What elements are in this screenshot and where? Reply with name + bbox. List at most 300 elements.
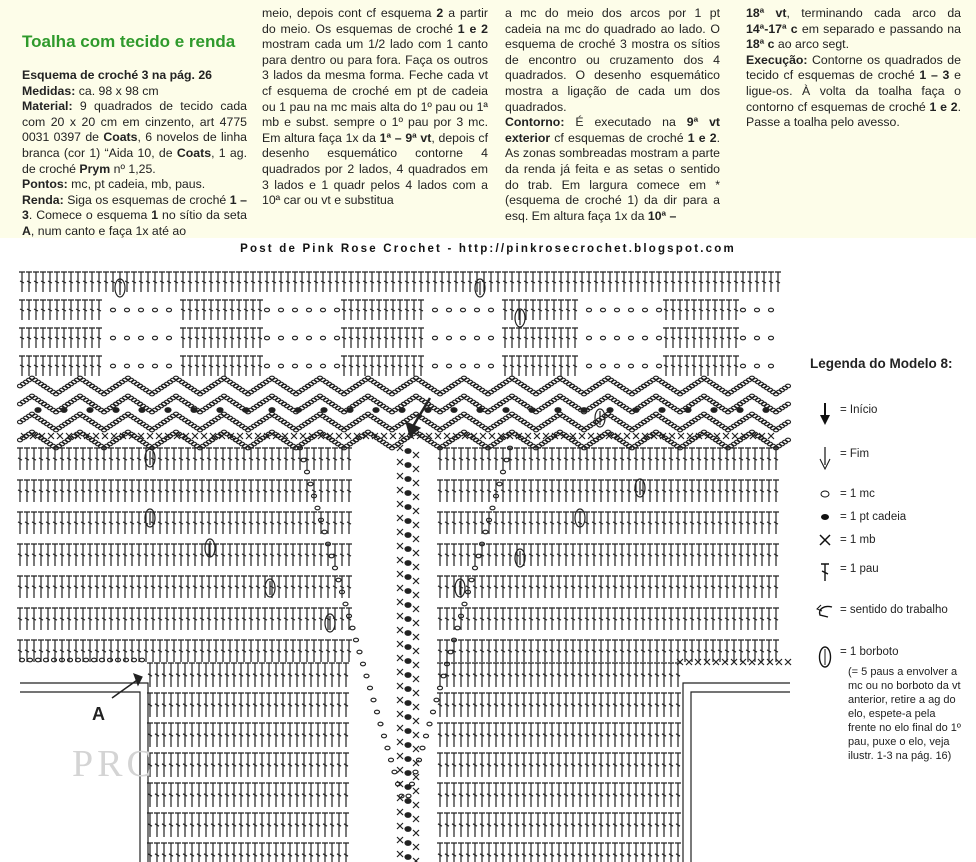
treble-stitch <box>369 300 375 320</box>
chain-stitch <box>279 336 284 340</box>
treble-stitch <box>731 448 737 470</box>
treble-stitch <box>269 640 275 662</box>
treble-stitch <box>238 663 244 687</box>
treble-stitch <box>710 512 716 534</box>
treble-stitch <box>154 843 160 862</box>
treble-stitch <box>523 328 529 348</box>
treble-stitch <box>535 544 541 566</box>
treble-stitch <box>661 576 667 598</box>
treble-stitch <box>626 753 632 777</box>
treble-stitch <box>234 576 240 598</box>
single-crochet-mark <box>397 515 403 521</box>
c4-text-5: e ligue-os. À volta da toalha faça o contorno cf esquemas de croché <box>746 68 961 114</box>
treble-stitch <box>178 640 184 662</box>
treble-stitch <box>500 843 506 862</box>
treble-stitch <box>327 272 333 292</box>
treble-stitch <box>315 693 321 717</box>
treble-stitch <box>80 576 86 598</box>
value-medidas: ca. 98 x 98 cm <box>75 83 159 98</box>
treble-stitch <box>584 480 590 502</box>
treble-stitch <box>633 753 639 777</box>
treble-stitch <box>280 663 286 687</box>
treble-stitch <box>322 813 328 837</box>
treble-stitch <box>563 663 569 687</box>
treble-stitch <box>549 544 555 566</box>
treble-stitch <box>304 576 310 598</box>
treble-stitch <box>157 640 163 662</box>
treble-stitch <box>276 480 282 502</box>
treble-stitch <box>633 693 639 717</box>
treble-stitch <box>122 480 128 502</box>
treble-stitch <box>640 640 646 662</box>
treble-stitch <box>528 843 534 862</box>
chain-dot <box>243 408 249 413</box>
treble-stitch <box>640 512 646 534</box>
chain-stitch <box>378 722 383 726</box>
chain-stitch <box>501 470 506 474</box>
treble-stitch <box>773 544 779 566</box>
treble-stitch <box>157 576 163 598</box>
treble-stitch <box>192 640 198 662</box>
treble-stitch <box>752 640 758 662</box>
treble-stitch <box>768 272 774 292</box>
treble-stitch <box>210 693 216 717</box>
chain-stitch <box>489 308 494 312</box>
treble-stitch <box>626 512 632 534</box>
treble-stitch <box>507 544 513 566</box>
treble-stitch <box>677 300 683 320</box>
treble-stitch <box>745 576 751 598</box>
treble-stitch <box>315 753 321 777</box>
treble-stitch <box>460 272 466 292</box>
treble-stitch <box>458 512 464 534</box>
treble-stitch <box>175 783 181 807</box>
treble-stitch <box>698 328 704 348</box>
treble-stitch <box>509 272 515 292</box>
treble-stitch <box>329 813 335 837</box>
treble-stitch <box>633 608 639 630</box>
treble-stitch <box>654 753 660 777</box>
treble-stitch <box>647 608 653 630</box>
treble-stitch <box>164 544 170 566</box>
treble-stitch <box>689 608 695 630</box>
treble-stitch <box>614 272 620 292</box>
treble-stitch <box>586 272 592 292</box>
treble-stitch <box>654 640 660 662</box>
treble-stitch <box>563 753 569 777</box>
treble-stitch <box>577 544 583 566</box>
single-crochet-mark <box>588 433 594 439</box>
treble-stitch <box>670 356 676 376</box>
treble-stitch <box>259 753 265 777</box>
chain-stitch <box>461 336 466 340</box>
treble-stitch <box>738 448 744 470</box>
treble-stitch <box>775 272 781 292</box>
chain-stitch <box>84 658 89 662</box>
treble-stitch <box>339 448 345 470</box>
treble-stitch <box>194 328 200 348</box>
treble-stitch <box>437 693 443 717</box>
treble-stitch <box>180 328 186 348</box>
treble-stitch <box>136 448 142 470</box>
c4-ref-4: 1 – 3 <box>919 68 950 83</box>
treble-stitch <box>192 512 198 534</box>
treble-stitch <box>598 723 604 747</box>
treble-stitch <box>626 843 632 862</box>
treble-stitch <box>276 512 282 534</box>
chain-dot <box>113 408 119 413</box>
treble-stitch <box>94 512 100 534</box>
chain-stitch <box>354 638 359 642</box>
treble-stitch <box>465 608 471 630</box>
single-crochet-mark <box>749 659 755 665</box>
treble-stitch <box>703 640 709 662</box>
treble-stitch <box>266 783 272 807</box>
single-crochet-mark <box>413 536 419 542</box>
treble-stitch <box>82 300 88 320</box>
treble-stitch <box>101 448 107 470</box>
treble-stitch <box>563 813 569 837</box>
treble-stitch <box>717 544 723 566</box>
treble-stitch <box>294 783 300 807</box>
treble-stitch <box>451 480 457 502</box>
treble-stitch <box>325 448 331 470</box>
treble-stitch <box>514 640 520 662</box>
single-crochet-mark <box>397 627 403 633</box>
treble-stitch <box>472 608 478 630</box>
chain-dot <box>217 408 223 413</box>
treble-stitch <box>724 544 730 566</box>
treble-stitch <box>224 843 230 862</box>
treble-stitch <box>432 272 438 292</box>
treble-stitch <box>343 813 349 837</box>
treble-stitch <box>136 512 142 534</box>
treble-stitch <box>161 753 167 777</box>
single-crochet-mark <box>413 676 419 682</box>
treble-stitch <box>493 640 499 662</box>
treble-stitch <box>731 544 737 566</box>
treble-stitch <box>640 608 646 630</box>
chain-stitch <box>321 308 326 312</box>
treble-stitch <box>640 576 646 598</box>
single-crochet-mark <box>633 433 639 439</box>
treble-stitch <box>521 480 527 502</box>
treble-stitch <box>224 783 230 807</box>
c4-ref-2: 14ª-17ª c <box>746 21 798 36</box>
treble-stitch <box>26 300 32 320</box>
treble-stitch <box>458 640 464 662</box>
treble-stitch <box>108 480 114 502</box>
treble-stitch <box>724 512 730 534</box>
chain-stitch <box>413 770 418 774</box>
treble-stitch <box>479 663 485 687</box>
treble-stitch <box>752 544 758 566</box>
treble-stitch <box>528 783 534 807</box>
chain-stitch <box>629 336 634 340</box>
treble-stitch <box>626 693 632 717</box>
chain-stitch <box>447 364 452 368</box>
treble-stitch <box>577 608 583 630</box>
treble-stitch <box>703 480 709 502</box>
treble-stitch <box>572 300 578 320</box>
chain-stitch <box>167 364 172 368</box>
chain-stitch <box>433 364 438 368</box>
treble-stitch <box>341 272 347 292</box>
treble-stitch <box>724 608 730 630</box>
single-crochet-mark <box>480 433 486 439</box>
treble-stitch <box>287 813 293 837</box>
chain-dot <box>87 408 93 413</box>
treble-stitch <box>397 272 403 292</box>
treble-stitch <box>458 813 464 837</box>
text-pontos: mc, pt cadeia, mb, paus. <box>67 177 206 192</box>
treble-stitch <box>591 576 597 598</box>
treble-stitch <box>222 272 228 292</box>
text-material: 9 quadrados de tecido cada com 20 x 20 cm em cinzento, art 4775 0031 0397 de <box>22 99 247 145</box>
treble-stitch <box>486 640 492 662</box>
treble-stitch <box>773 576 779 598</box>
treble-stitch <box>159 272 165 292</box>
treble-stitch <box>626 813 632 837</box>
treble-stitch <box>362 272 368 292</box>
treble-stitch <box>248 480 254 502</box>
single-crochet-mark <box>413 648 419 654</box>
treble-stitch <box>185 544 191 566</box>
treble-stitch <box>612 608 618 630</box>
treble-stitch <box>556 663 562 687</box>
treble-stitch <box>528 512 534 534</box>
treble-stitch <box>675 843 681 862</box>
treble-stitch <box>280 813 286 837</box>
treble-stitch <box>726 272 732 292</box>
treble-stitch <box>355 356 361 376</box>
treble-stitch <box>220 448 226 470</box>
treble-stitch <box>329 753 335 777</box>
treble-stitch <box>619 480 625 502</box>
treble-stitch <box>17 544 23 566</box>
legend-start <box>810 403 877 430</box>
treble-stitch <box>530 356 536 376</box>
treble-stitch <box>339 608 345 630</box>
treble-stitch <box>523 272 529 292</box>
treble-stitch <box>535 783 541 807</box>
treble-stitch <box>479 723 485 747</box>
treble-stitch <box>451 783 457 807</box>
post-credit: Post de Pink Rose Crochet - http://pinkrosecrochet.blogspot.com <box>240 243 736 255</box>
chain-dot <box>405 561 411 566</box>
treble-stitch <box>171 640 177 662</box>
treble-stitch <box>766 512 772 534</box>
treble-stitch <box>143 576 149 598</box>
treble-stitch <box>101 576 107 598</box>
treble-stitch <box>269 448 275 470</box>
treble-stitch <box>287 843 293 862</box>
treble-stitch <box>227 576 233 598</box>
treble-stitch <box>717 448 723 470</box>
chain-stitch <box>125 308 130 312</box>
treble-stitch <box>612 753 618 777</box>
single-crochet-mark <box>413 564 419 570</box>
treble-stitch <box>500 544 506 566</box>
treble-stitch <box>255 544 261 566</box>
treble-stitch <box>332 512 338 534</box>
treble-stitch <box>682 608 688 630</box>
treble-stitch <box>255 448 261 470</box>
treble-stitch <box>535 663 541 687</box>
treble-stitch <box>397 328 403 348</box>
treble-stitch <box>108 608 114 630</box>
treble-stitch <box>766 640 772 662</box>
treble-stitch <box>535 480 541 502</box>
treble-stitch <box>668 693 674 717</box>
treble-stitch <box>444 813 450 837</box>
treble-stitch <box>229 328 235 348</box>
treble-stitch <box>257 272 263 292</box>
treble-stitch <box>507 813 513 837</box>
ref-1: 1 <box>151 208 159 223</box>
legend-title: Legenda do Modelo 8: <box>810 356 953 371</box>
c3-text-1: a mc do meio dos arcos por 1 pt cadeia na mc do quadrado ao lado. O esquema de croché 3 mostra os sítios de encontro ou cruzamento dos 4 quadrados. O desenho esquemático mostra a ligação de cada um dos quadrados. <box>505 6 720 114</box>
treble-stitch <box>647 480 653 502</box>
treble-stitch <box>273 663 279 687</box>
treble-stitch <box>220 608 226 630</box>
chain-dot <box>659 408 665 413</box>
treble-stitch <box>161 843 167 862</box>
treble-stitch <box>201 328 207 348</box>
treble-stitch <box>178 480 184 502</box>
treble-stitch <box>598 663 604 687</box>
treble-stitch <box>404 300 410 320</box>
treble-stitch <box>38 576 44 598</box>
treble-stitch <box>217 753 223 777</box>
treble-stitch <box>339 512 345 534</box>
chain-stitch <box>371 698 376 702</box>
treble-stitch <box>740 272 746 292</box>
treble-stitch <box>80 448 86 470</box>
chain-dot <box>405 841 411 846</box>
treble-stitch <box>738 544 744 566</box>
treble-stitch <box>273 813 279 837</box>
chain-stitch <box>335 336 340 340</box>
treble-stitch <box>154 663 160 687</box>
treble-stitch <box>640 693 646 717</box>
treble-stitch <box>80 480 86 502</box>
treble-stitch <box>73 448 79 470</box>
chain-dot <box>295 408 301 413</box>
treble-stitch <box>54 328 60 348</box>
single-crochet-mark <box>704 659 710 665</box>
treble-stitch <box>528 608 534 630</box>
treble-stitch <box>530 300 536 320</box>
treble-stitch <box>719 300 725 320</box>
treble-stitch <box>710 608 716 630</box>
treble-stitch <box>54 356 60 376</box>
chain-stitch <box>279 308 284 312</box>
treble-stitch <box>458 693 464 717</box>
treble-stitch <box>308 723 314 747</box>
treble-stitch <box>252 663 258 687</box>
single-crochet-mark <box>413 732 419 738</box>
treble-stitch <box>647 448 653 470</box>
treble-stitch <box>236 272 242 292</box>
treble-stitch <box>346 576 352 598</box>
treble-stitch <box>182 783 188 807</box>
treble-stitch <box>138 272 144 292</box>
chain-stitch <box>420 746 425 750</box>
chain-stitch <box>490 506 495 510</box>
single-crochet-mark <box>723 433 729 439</box>
chain-stitch <box>382 734 387 738</box>
treble-stitch <box>626 723 632 747</box>
treble-stitch <box>229 272 235 292</box>
treble-stitch <box>101 544 107 566</box>
treble-stitch <box>196 843 202 862</box>
treble-stitch <box>168 723 174 747</box>
treble-stitch <box>276 576 282 598</box>
treble-stitch <box>308 753 314 777</box>
treble-stitch <box>633 783 639 807</box>
treble-stitch <box>577 576 583 598</box>
treble-stitch <box>544 272 550 292</box>
single-crochet-mark <box>291 433 297 439</box>
treble-stitch <box>362 356 368 376</box>
chain-dot <box>633 408 639 413</box>
treble-stitch <box>266 663 272 687</box>
treble-stitch <box>537 328 543 348</box>
single-crochet-mark <box>413 788 419 794</box>
chain-stitch <box>657 364 662 368</box>
text-renda-3: no sítio da seta <box>158 208 247 223</box>
single-crochet-mark <box>397 613 403 619</box>
treble-stitch <box>577 663 583 687</box>
treble-stitch <box>362 328 368 348</box>
treble-stitch <box>668 843 674 862</box>
treble-stitch <box>234 448 240 470</box>
treble-stitch <box>217 693 223 717</box>
treble-stitch <box>208 356 214 376</box>
legend-note: (= 5 paus a envolver a mc ou no borboto da vt anterior, retire a ag do elo, espete-a pela frente no elo final do 1º pau, puxe o elo, veja ilustr. 1-3 na pág. 16) <box>848 666 961 762</box>
treble-stitch <box>355 272 361 292</box>
chain-dot <box>405 827 411 832</box>
treble-stitch <box>654 693 660 717</box>
treble-stitch <box>514 843 520 862</box>
treble-stitch <box>661 813 667 837</box>
treble-stitch <box>101 512 107 534</box>
treble-stitch <box>663 300 669 320</box>
treble-stitch <box>238 693 244 717</box>
treble-stitch <box>451 663 457 687</box>
treble-stitch <box>89 300 95 320</box>
treble-stitch <box>201 300 207 320</box>
single-crochet-mark <box>397 697 403 703</box>
treble-stitch <box>217 813 223 837</box>
treble-stitch <box>108 576 114 598</box>
treble-stitch <box>444 448 450 470</box>
treble-stitch <box>94 608 100 630</box>
treble-stitch <box>61 328 67 348</box>
treble-stitch <box>262 608 268 630</box>
treble-stitch <box>31 480 37 502</box>
treble-stitch <box>59 608 65 630</box>
treble-stitch <box>301 693 307 717</box>
treble-stitch <box>213 480 219 502</box>
treble-stitch <box>304 640 310 662</box>
treble-stitch <box>719 272 725 292</box>
treble-stitch <box>661 608 667 630</box>
treble-stitch <box>563 576 569 598</box>
treble-stitch <box>322 663 328 687</box>
treble-stitch <box>584 544 590 566</box>
